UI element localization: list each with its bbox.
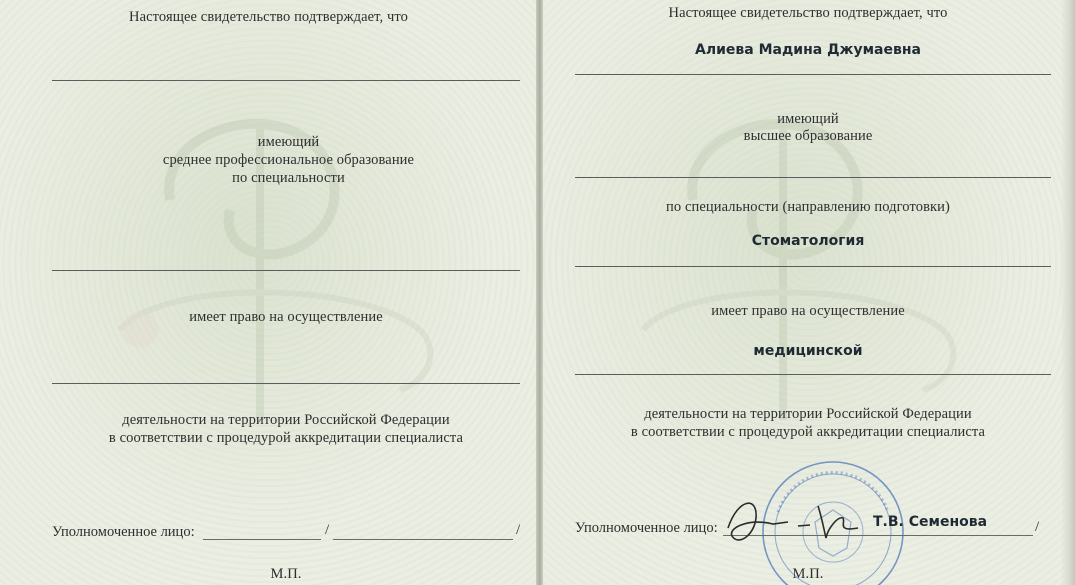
education-text: среднее профессиональное образование xyxy=(162,152,415,168)
specialty-label: по специальности xyxy=(232,170,345,186)
signatory-name: Т.В. Семенова xyxy=(873,514,988,530)
name-blank xyxy=(843,535,1033,536)
specialty-label: по специальности (направлению подготовки) xyxy=(666,199,950,215)
right-label: имеет право на осуществление xyxy=(189,309,383,325)
specialty-line xyxy=(52,270,520,271)
holder-name: Алиева Мадина Джумаевна xyxy=(695,42,921,58)
cover-edge xyxy=(1061,0,1075,585)
seal-label: М.П. xyxy=(792,566,824,582)
having-text: имеющий xyxy=(257,134,320,150)
handwritten-signature xyxy=(718,488,878,558)
intro-text: Настоящее свидетельство подтверждает, что xyxy=(668,5,948,21)
seal-label: М.П. xyxy=(270,566,302,582)
activity-type-line xyxy=(575,374,1051,375)
medical-emblem-watermark xyxy=(0,0,537,585)
activity-type: медицинской xyxy=(753,343,863,359)
activity-line-1: деятельности на территории Российской Федерации xyxy=(644,406,972,422)
specialty-line xyxy=(575,266,1051,267)
specialty-value: Стоматология xyxy=(751,233,865,249)
activity-type-line xyxy=(52,383,520,384)
education-text: высшее образование xyxy=(743,128,873,144)
education-line xyxy=(575,177,1051,178)
signatory-label: Уполномоченное лицо: xyxy=(575,520,718,536)
certificate-left-page xyxy=(0,0,537,585)
name-blank xyxy=(333,539,513,540)
activity-line-2: в соответствии с процедурой аккредитации специалиста xyxy=(108,430,464,446)
activity-line-2: в соответствии с процедурой аккредитации специалиста xyxy=(630,424,986,440)
holder-name-line xyxy=(575,74,1051,75)
name-slash: / xyxy=(1035,519,1040,535)
right-label: имеет право на осуществление xyxy=(711,303,905,319)
signatory-label: Уполномоченное лицо: xyxy=(52,524,195,540)
intro-text: Настоящее свидетельство подтверждает, что xyxy=(129,9,408,25)
holder-name-line xyxy=(52,80,520,81)
certificate-right-page xyxy=(543,0,1075,585)
name-slash: / xyxy=(516,522,521,538)
activity-line-1: деятельности на территории Российской Федерации xyxy=(122,412,450,428)
having-text: имеющий xyxy=(777,111,839,127)
signature-blank xyxy=(203,539,321,540)
signature-slash: / xyxy=(325,522,330,538)
